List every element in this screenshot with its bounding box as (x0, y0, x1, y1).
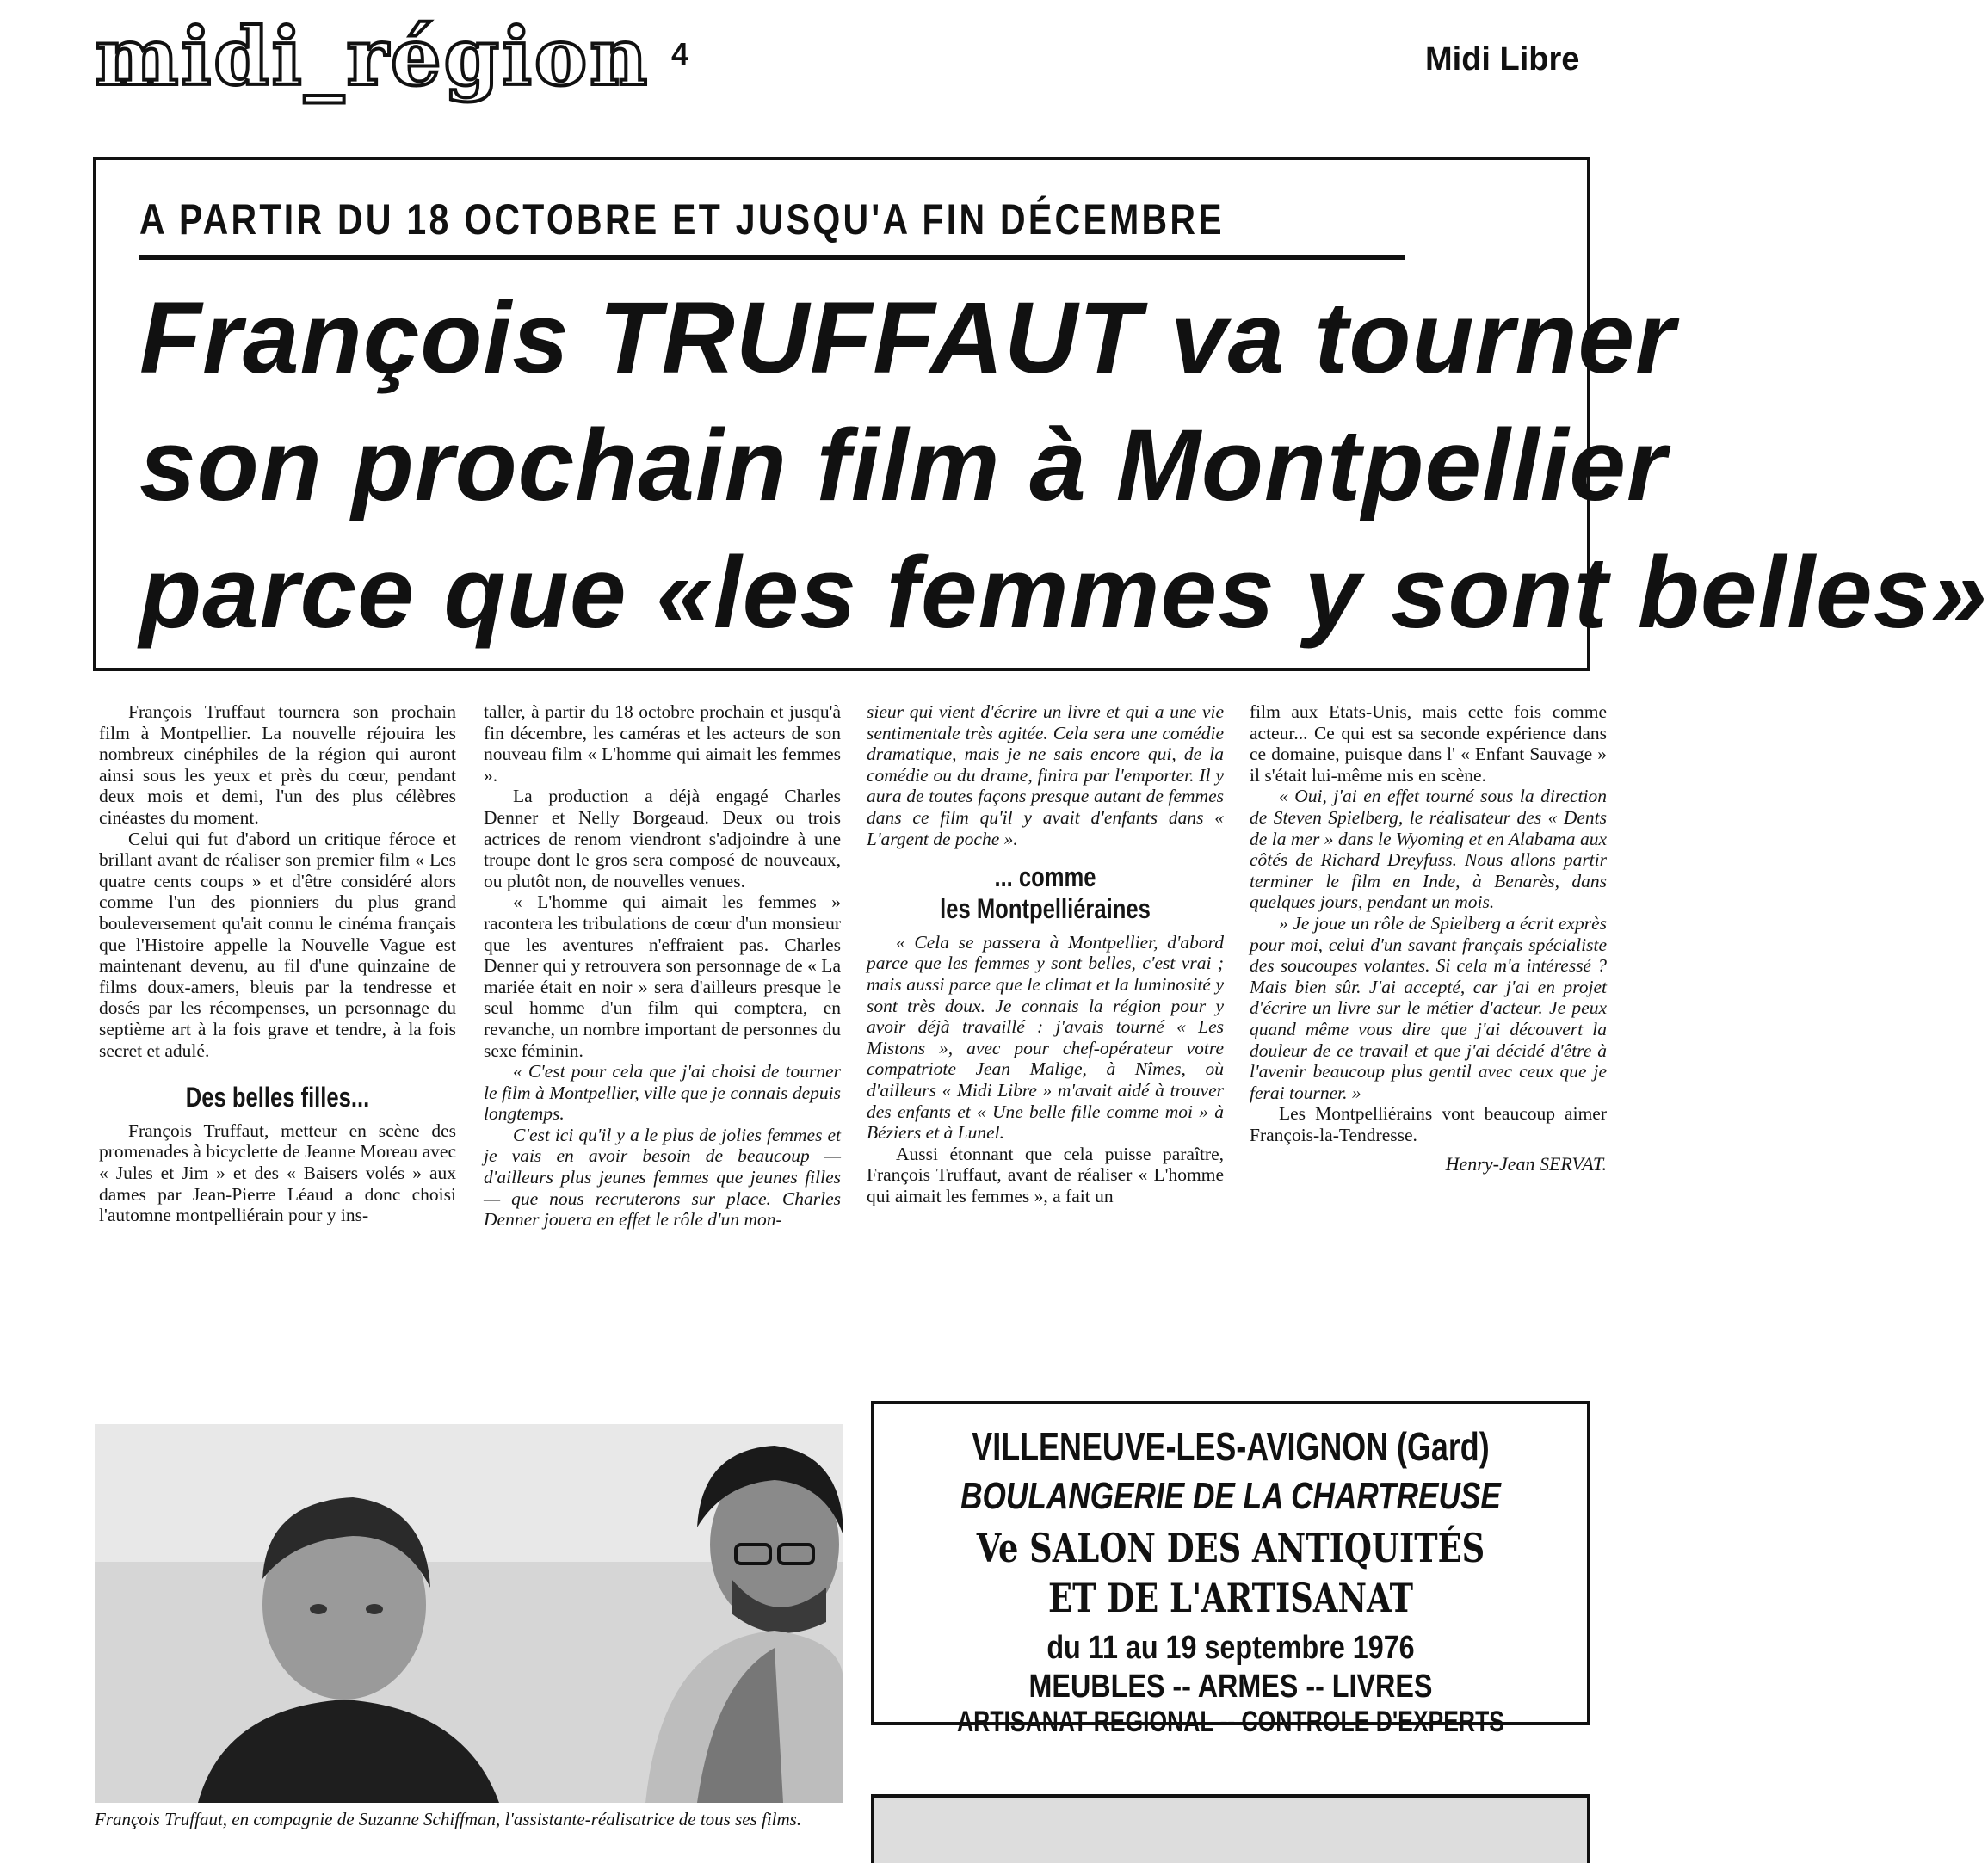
section-title: midi_région (95, 10, 651, 103)
paragraph: taller, à partir du 18 octobre prochain et jusqu'à fin décembre, les caméras et les acteurs de son nouveau film « L'homme qui aimait les femmes ». (484, 701, 841, 786)
subheading: Des belles filles... (185, 1082, 370, 1113)
paragraph: La production a déjà engagé Charles Denner et Nelly Borgeaud. Deux ou trois actrices de renom viendront s'adjoindre à une troupe dont le gros sera composé de nouveaux, ou plutôt non, de nouvelles venues. (484, 786, 841, 891)
ad-line: BOULANGERIE DE LA CHARTREUSE (960, 1475, 1501, 1517)
quote-paragraph: C'est ici qu'il y a le plus de jolies femmes et je vais en avoir besoin de beaucoup — d'ailleurs plus jeunes femmes que jeunes filles — que nous recruterons sur place. Charles Denner jouera en effet le rôle d'un mon- (484, 1124, 841, 1231)
author-signature: Henry-Jean SERVAT. (1445, 1153, 1607, 1175)
article-column-1 (99, 701, 456, 1226)
article-column-4 (1250, 701, 1607, 1175)
ad-line: VILLENEUVE-LES-AVIGNON (Gard) (972, 1424, 1490, 1469)
subheading: les Montpelliéraines (940, 892, 1151, 924)
headline-line-3: parce que «les femmes y sont belles» (139, 536, 1988, 650)
article-column-3 (867, 701, 1224, 1206)
quote-paragraph: « Oui, j'ai en effet tourné sous la direction de Steven Spielberg, le réalisateur des « Dents de la mer » dans le Wyoming et en Alabama aux côtés de Richard Dreyfuss. Nous allons partir terminer le film en Inde, à Benarès, dans quelques jours, pendant un mois. (1250, 786, 1607, 913)
ad-line: MEUBLES -- ARMES -- LIVRES (1028, 1669, 1433, 1705)
paragraph: film aux Etats-Unis, mais cette fois comme acteur... Ce qui est sa seconde expérience dans ce domaine, puisque dans l' « Enfant Sauvage » il s'était lui-même mis en scène. (1250, 701, 1607, 786)
quote-paragraph: » Je joue un rôle de Spielberg a écrit exprès pour moi, celui d'un savant français spécialiste des soucoupes volantes. Si cela m'a intéressé ? Mais bien sûr. J'ai accepté, car j'ai en projet d'écrire un livre sur le métier d'acteur. Je peux quand même vous dire que j'ai découvert la douleur de ce travail et que j'ai décidé d'être à l'avenir beaucoup plus gentil avec ceux que je ferai tourner. » (1250, 912, 1607, 1103)
quote-paragraph: « Cela se passera à Montpellier, d'abord parce que les femmes y sont belles, c'est vrai ; mais aussi parce que le climat et la luminosité y sont très doux. Je connais la région pour y avoir déjà travaillé : j'avais tourné « Les Mistons », avec pour chef-opérateur votre compatriote Jean Malige, à Nîmes, où d'ailleurs « Midi Libre » m'avait aidé à trouver des enfants et « Une belle fille comme moi » à Béziers et à Lunel. (867, 931, 1224, 1144)
photo-image (95, 1424, 843, 1803)
paragraph: Les Montpelliérains vont beaucoup aimer François-la-Tendresse. (1250, 1103, 1607, 1145)
page-number: 4 (671, 36, 689, 71)
paragraph: « L'homme qui aimait les femmes » racontera les tribulations de cœur d'un monsieur que les aventures n'effraient pas. Charles Denner qui y retrouvera son personnage de « La mariée était en noir » sera d'ailleurs presque le seul homme d'un film qui comptera, en revanche, un nombre important de personnes du sexe féminin. (484, 891, 841, 1061)
paragraph: François Truffaut, metteur en scène des promenades à bicyclette de Jeanne Moreau avec « Jules et Jim » et des « Baisers volés » aux dames par Jean-Pierre Léaud a donc choisi l'automne montpelliérain pour y ins- (99, 1120, 456, 1226)
advertisement-2 (871, 1794, 1590, 1863)
ad-line: Ve SALON DES ANTIQUITÉS (976, 1525, 1485, 1571)
headline-line-2: son prochain film à Montpellier (139, 409, 1667, 522)
newspaper-name: Midi Libre (1425, 41, 1580, 77)
photo-caption: François Truffaut, en compagnie de Suzanne Schiffman, l'assistante-réalisatrice de tous ses films. (95, 1809, 802, 1829)
paragraph: François Truffaut tournera son prochain film à Montpellier. La nouvelle réjouira les nombreux cinéphiles de la région qui auront ainsi sous les yeux et près du cœur, pendant deux mois et demi, l'un des plus célèbres cinéastes du moment. (99, 701, 456, 828)
ad-line: ARTISANAT REGIONAL -- CONTROLE D'EXPERTS (957, 1706, 1504, 1738)
advertisement (871, 1401, 1590, 1738)
ad-line: ET DE L'ARTISANAT (1048, 1575, 1413, 1621)
headline-box (93, 157, 1988, 671)
kicker-underline (139, 255, 1405, 260)
paragraph: Aussi étonnant que cela puisse paraître, François Truffaut, avant de réaliser « L'homme qui aimait les femmes », a fait un (867, 1143, 1224, 1206)
photo (95, 1424, 843, 1803)
quote-paragraph: « C'est pour cela que j'ai choisi de tourner le film à Montpellier, ville que je connais depuis longtemps. (484, 1061, 841, 1125)
article-column-2 (484, 701, 841, 1231)
headline-line-1: François TRUFFAUT va tourner (139, 281, 1676, 395)
ad-line: du 11 au 19 septembre 1976 (1046, 1630, 1415, 1666)
headline-kicker: A PARTIR DU 18 OCTOBRE ET JUSQU'A FIN DÉCEMBRE (139, 195, 1225, 244)
subheading: ... comme (994, 861, 1096, 893)
paragraph: Celui qui fut d'abord un critique féroce et brillant avant de réaliser son premier film « Les quatre cents coups » et d'être considéré alors comme l'un des pionniers du plus grand bouleversement qu'ait connu le cinéma français que l'Histoire appelle la Nouvelle Vague est maintenant devenu, au fil d'une quinzaine de films doux-amers, bleuis par la tendresse et dosés par les récompenses, un personnage du septième art à la fois grave et tendre, à la fois secret et adulé. (99, 828, 456, 1061)
quote-paragraph: sieur qui vient d'écrire un livre et qui a une vie sentimentale très agitée. Cela sera une comédie dramatique, mais je ne sais encore qui, de la comédie ou du drame, finira par l'emporter. Il y aura de toutes façons presque autant de femmes dans ce film qu'il y avait d'enfants dans « L'argent de poche ». (867, 701, 1224, 849)
